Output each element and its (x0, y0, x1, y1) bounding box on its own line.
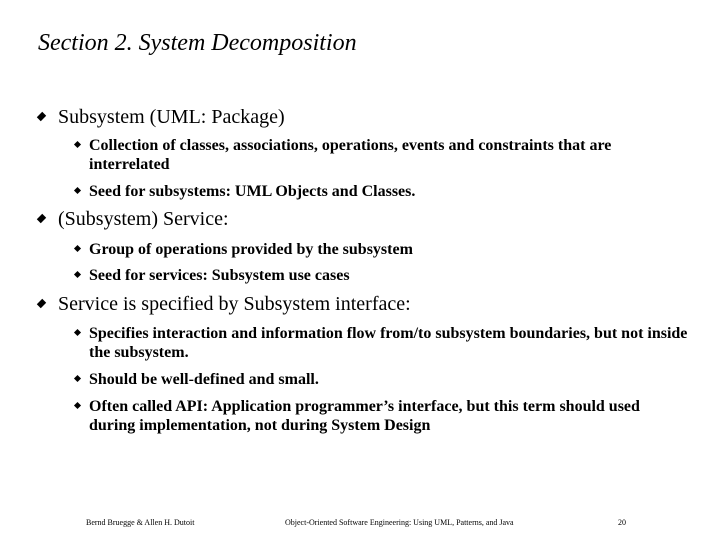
sub-bullet-text: Specifies interaction and information flow from/to subsystem boundaries, but not inside the subsystem. (89, 325, 688, 361)
diamond-bullet-icon (37, 112, 46, 121)
footer-book-title: Object-Oriented Software Engineering: Using UML, Patterns, and Java (285, 518, 514, 527)
sub-bullet (89, 240, 689, 259)
diamond-bullet-icon (74, 329, 81, 336)
sub-bullet (89, 182, 689, 201)
bullet-text: Subsystem (UML: Package) (58, 106, 285, 128)
diamond-bullet-icon (74, 271, 81, 278)
bullet-text: Service is specified by Subsystem interface: (58, 293, 411, 315)
diamond-bullet-icon (37, 214, 46, 223)
sub-bullet-text: Seed for services: Subsystem use cases (89, 267, 350, 284)
diamond-bullet-icon (37, 299, 46, 308)
bullet-text: (Subsystem) Service: (58, 208, 229, 230)
sub-bullet-text: Collection of classes, associations, operations, events and constraints that are interrelated (89, 137, 612, 173)
sub-bullet-text: Often called API: Application programmer’s interface, but this term should used during implementation, not during System Design (89, 398, 640, 434)
page-number: 20 (618, 518, 626, 527)
footer-authors: Bernd Bruegge & Allen H. Dutoit (86, 518, 195, 527)
diamond-bullet-icon (74, 141, 81, 148)
bullet-service (58, 208, 229, 231)
diamond-bullet-icon (74, 187, 81, 194)
sub-bullet-text: Should be well-defined and small. (89, 371, 319, 388)
bullet-interface (58, 293, 411, 316)
sub-bullet-text: Seed for subsystems: UML Objects and Classes. (89, 183, 416, 200)
diamond-bullet-icon (74, 245, 81, 252)
sub-bullet-text: Group of operations provided by the subsystem (89, 241, 413, 258)
sub-bullet (89, 136, 689, 174)
sub-bullet (89, 370, 689, 389)
sub-bullet (89, 324, 689, 362)
sub-bullet (89, 397, 689, 435)
bullet-subsystem (58, 106, 285, 129)
diamond-bullet-icon (74, 375, 81, 382)
sub-bullet (89, 266, 689, 285)
slide-title: Section 2. System Decomposition (38, 30, 357, 56)
diamond-bullet-icon (74, 402, 81, 409)
